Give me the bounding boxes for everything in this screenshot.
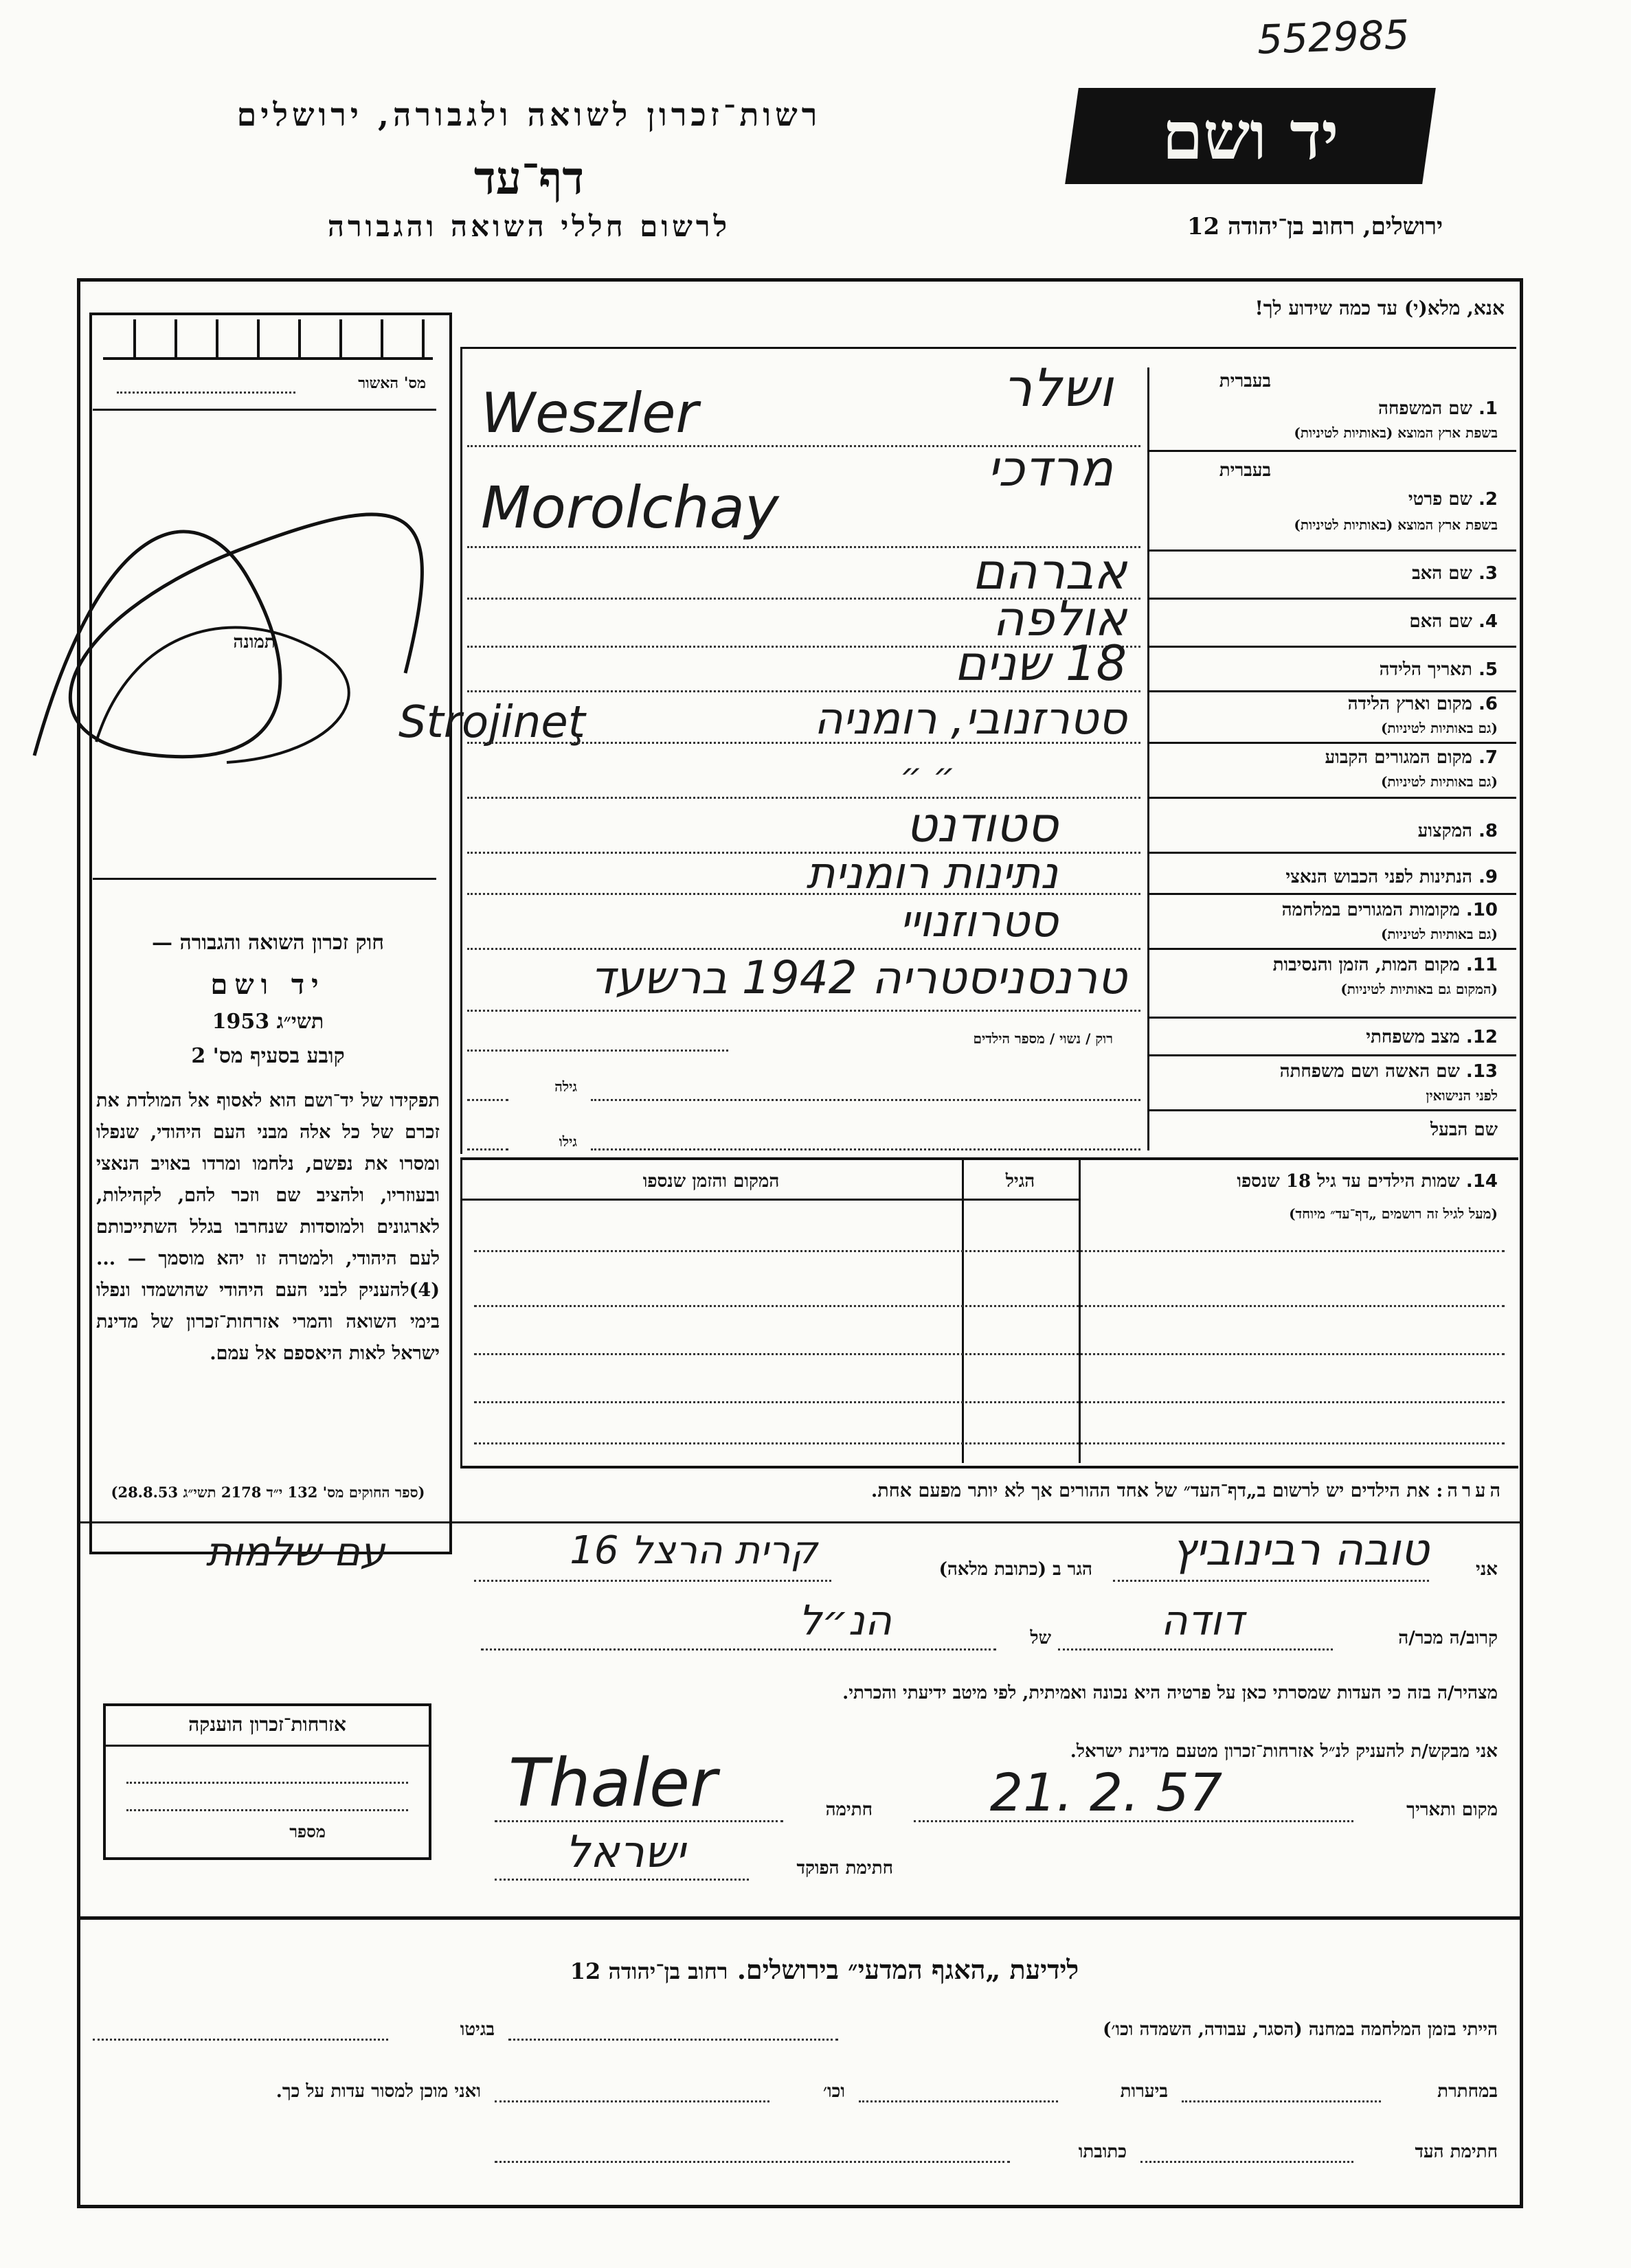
- field-6-divider: [1147, 742, 1516, 744]
- field-1-hebrew-tag: בעברית: [1219, 371, 1271, 392]
- field-7-label: 7. מקום המגורים הקבוע: [1325, 747, 1498, 768]
- footer-divider: [77, 1916, 1520, 1920]
- margin-handwritten-note: עם שלמות: [205, 1528, 385, 1575]
- field-9-divider: [1147, 893, 1516, 895]
- field-7-note: (גם באותיות לטיניות): [1380, 773, 1498, 790]
- footer-line-1-blank: [508, 2039, 838, 2041]
- children-col-divider-2: [962, 1157, 964, 1463]
- law-reference: (ספר החוקים מס' 132 י״ד 2178 תשי״ג 28.8.53): [111, 1484, 425, 1501]
- husband-line: [591, 1148, 1140, 1150]
- field-13-age-line: [467, 1099, 508, 1101]
- children-row-2: [474, 1305, 1505, 1307]
- field-2-latin-value[interactable]: Morolchay: [481, 474, 779, 541]
- children-col-age: הגיל: [1005, 1171, 1035, 1192]
- footer-line-2-end: ואני מוכן למסור עדות על כך.: [275, 2081, 481, 2102]
- officer-signature-line: [495, 1879, 749, 1881]
- children-row-4: [474, 1401, 1505, 1403]
- law-clause: קובע בסעיף מס' 2: [191, 1044, 345, 1068]
- field-13-age-label: גילה: [554, 1078, 577, 1095]
- intro-text: אנא, מלא(י) עד כמה שידוע לך!: [1255, 297, 1505, 319]
- husband-age-line: [467, 1148, 508, 1150]
- citizenship-line-2: [126, 1809, 408, 1811]
- of-label: של: [1030, 1628, 1051, 1648]
- children-age-header-line: [962, 1199, 1079, 1201]
- field-6-label: 6. מקום וארץ הלידה: [1347, 694, 1498, 714]
- field-2-hebrew-tag: בעברית: [1219, 460, 1271, 481]
- field-8-value[interactable]: סטודנט: [906, 797, 1058, 853]
- declarant-name[interactable]: טובה רבינוביץ: [1171, 1525, 1429, 1576]
- declaration-text: מצהיר/ה בזה כי העדות שמסרתי כאן על פרטיה היא נכונה ואמיתית, לפי מיטב ידיעתי והכרתי.: [842, 1683, 1498, 1703]
- field-6-note: (גם באותיות לטיניות): [1380, 720, 1498, 736]
- footer-witness-signature-blank: [1140, 2161, 1353, 2163]
- field-7-value[interactable]: ״ ״: [899, 756, 956, 795]
- footer-etc-blank: [495, 2100, 769, 2102]
- children-row-5: [474, 1442, 1505, 1444]
- request-text: אני מבקש/ת להעניק לנ״ל אזרחות־זכרון מטעם מדינת ישראל.: [1070, 1741, 1498, 1762]
- children-row-3: [474, 1353, 1505, 1355]
- yad-vashem-logo: [1065, 88, 1436, 184]
- field-12-line: [467, 1050, 728, 1052]
- field-11-divider: [1147, 1017, 1516, 1019]
- field-10-label: 10. מקומות המגורים במלחמה: [1281, 900, 1498, 920]
- officer-signature[interactable]: ישראל: [565, 1827, 686, 1878]
- field-6-latin-value[interactable]: Strojineţ: [398, 697, 585, 748]
- declarant-name-line: [1113, 1580, 1429, 1582]
- field-2-label: 2. שם פרטי: [1408, 489, 1498, 510]
- children-table: [460, 1157, 1518, 1468]
- field-10-value[interactable]: סטרוזנויי: [899, 896, 1058, 947]
- remark-text: את הילדים יש לרשום ב„דף־העד״ של אחד ההורים אך לא יותר מפעם אחת.: [870, 1480, 1430, 1501]
- law-title: חוק זכרון השואה והגבורה —: [152, 931, 384, 955]
- reference-number: 552985: [1256, 11, 1410, 63]
- children-col-divider-1: [1079, 1157, 1081, 1463]
- footer-etc: וכו׳: [822, 2081, 845, 2102]
- confirm-no-label: מס' האשור: [358, 374, 426, 392]
- institution-address: ירושלים, רחוב בן־יהודה 12: [1186, 213, 1443, 240]
- memorial-citizenship-box: [103, 1703, 431, 1860]
- field-13-line: [591, 1099, 1140, 1101]
- field-5-line: [467, 690, 1140, 692]
- field-5-divider: [1147, 690, 1516, 692]
- field-12-divider: [1147, 1054, 1516, 1056]
- field-13-label: 13. שם האשה ושם משפחתה: [1279, 1061, 1498, 1082]
- field-5-label: 5. תאריך הלידה: [1379, 659, 1498, 680]
- photo-label: תמונה: [233, 632, 275, 653]
- field-9-label: 9. הנתינות לפני הכבוש הנאצי: [1285, 867, 1498, 887]
- law-text: תפקידו של יד־ושם הוא לאסוף אל המולדת את זכרם של כל אלה מבני העם היהודי, שנפלו ומסרו את נפשם, נלחמו ומרדו באויב הנאצי ובעוזריו, ולהציב שם וזכר להם, לקהילות, לארגונים ולמוסדות שנחרבו בגלל השתייכותם לעם היהודי, ולמטרה זו יהא מוסמך — ...(4)להעניק לבני העם היהודי שהושמדו ונפלו בימי השואה והמרי אזרחות־זכרון של מדינת ישראל לאות היאספם אל עמם.: [96, 1090, 440, 1364]
- field-5-value[interactable]: 18 שנים: [954, 635, 1127, 692]
- field-1-label: 1. שם המשפחה: [1378, 398, 1498, 419]
- date-line: [914, 1820, 1353, 1822]
- value-column-left-border: [460, 347, 462, 1154]
- field-11-value[interactable]: טרנסניסטריה 1942 ברשעד: [590, 951, 1127, 1004]
- footer-title-row: [412, 1954, 1237, 1986]
- confirm-no-line: [117, 392, 295, 394]
- field-10-divider: [1147, 948, 1516, 950]
- field-6-value[interactable]: סטרזנובי, רומניה: [813, 694, 1127, 745]
- footer-forests-blank: [859, 2100, 1058, 2102]
- label-column-border: [1147, 367, 1149, 1150]
- remark-bottom-line: [77, 1521, 1520, 1523]
- field-1-latin-value[interactable]: Weszler: [481, 381, 699, 445]
- declarant-address-label: הגר ב (כתובת מלאה): [938, 1559, 1092, 1580]
- field-13-divider: [1147, 1109, 1516, 1111]
- field-4-divider: [1147, 646, 1516, 648]
- footer-address: רחוב בן־יהודה 12: [570, 1958, 728, 1984]
- children-col-place: המקום והזמן שנספו: [642, 1171, 780, 1192]
- field-12-label: 12. מצב משפחתי: [1366, 1027, 1498, 1047]
- authority-line: רשות־זכרון לשואה ולגבורה, ירושלים: [236, 96, 822, 133]
- field-1-hebrew-value[interactable]: ושלר: [1002, 357, 1113, 418]
- form-title: דף־עד: [473, 151, 585, 205]
- relative-label: קרוב/ה מכר/ה: [1398, 1628, 1498, 1648]
- law-name: יד ושם: [210, 968, 326, 1001]
- logo-text: יד ושם: [1162, 97, 1339, 174]
- field-1-note: בשפת ארץ המוצא (באותיות לטיניות): [1294, 424, 1498, 441]
- field-6-line: [467, 742, 1140, 744]
- husband-name-label: שם הבעל: [1430, 1120, 1498, 1140]
- field-9-line: [467, 893, 1140, 895]
- citizenship-number-label: מספר: [289, 1822, 326, 1841]
- footer-line-1-end-blank: [93, 2039, 388, 2041]
- field-13-note: לפני הנישואין: [1426, 1087, 1498, 1104]
- field-1-divider: [1147, 450, 1516, 452]
- children-label: 14. שמות הילדים עד גיל 18 שנספו: [1237, 1171, 1498, 1192]
- footer-line-1-text: הייתי בזמן המלחמה במחנה (הסגר, עבודה, השמדה וכו׳): [1103, 2019, 1498, 2040]
- field-4-value[interactable]: אולפה: [992, 591, 1127, 647]
- field-4-label: 4. שם האם: [1409, 611, 1498, 632]
- officer-signature-label: חתימת הפוקד: [796, 1858, 893, 1879]
- relative-value[interactable]: דודה: [1160, 1597, 1244, 1645]
- footer-line-1-end: בגיטו: [460, 2019, 495, 2040]
- field-2-hebrew-value[interactable]: מרדכי: [987, 440, 1113, 497]
- husband-age-label: גילו: [559, 1133, 577, 1150]
- place-date-label: מקום ותאריך: [1406, 1800, 1498, 1820]
- field-11-line: [467, 1010, 1140, 1012]
- children-row-1: [474, 1250, 1505, 1252]
- footer-witness-signature-label: חתימת העד: [1415, 2142, 1498, 2162]
- remark-row: [467, 1480, 1505, 1501]
- field-3-label: 3. שם האב: [1412, 563, 1498, 584]
- footer-underground-blank: [1182, 2100, 1381, 2102]
- field-2-divider: [1147, 549, 1516, 552]
- signature-label: חתימה: [825, 1800, 873, 1820]
- remark-label: הערה:: [1436, 1480, 1505, 1501]
- field-8-divider: [1147, 852, 1516, 854]
- form-subtitle: לרשום חללי השואה והגבורה: [327, 209, 731, 243]
- signature[interactable]: Thaler: [508, 1745, 717, 1822]
- field-10-note: (גם באותיות לטיניות): [1380, 926, 1498, 942]
- field-8-label: 8. המקצוע: [1417, 821, 1498, 841]
- footer-underground: במחתרת: [1437, 2081, 1498, 2102]
- signature-line: [495, 1820, 783, 1822]
- of-line: [481, 1648, 996, 1651]
- photo-scribble: [21, 467, 460, 797]
- law-year: תשי״ג 1953: [212, 1010, 324, 1034]
- children-place-header-line: [460, 1199, 962, 1201]
- field-12-options: רוק / נשוי / מספר הילדים: [973, 1030, 1113, 1047]
- date-value[interactable]: 21. 2. 57: [989, 1762, 1223, 1823]
- children-note: (מעל לגיל זה רושמים „דף־עד״ מיוחד): [1289, 1205, 1498, 1222]
- field-3-divider: [1147, 598, 1516, 600]
- footer-witness-address-label: כתובתו: [1078, 2142, 1127, 2162]
- stub-tick-strip: [103, 319, 433, 360]
- field-11-note: (המקום גם באותיות לטיניות): [1340, 981, 1498, 997]
- declarant-address-line: [474, 1580, 831, 1582]
- field-2-note: בשפת ארץ המוצא (באותיות לטיניות): [1294, 517, 1498, 533]
- field-11-label: 11. מקום המות, הזמן והנסיבות: [1272, 955, 1498, 975]
- footer-title: לידיעת „האגף המדעי״ בירושלים.: [736, 1954, 1079, 1985]
- footer-forests: ביערות: [1120, 2081, 1168, 2102]
- of-value[interactable]: הנ״ל: [798, 1597, 892, 1645]
- field-9-value[interactable]: נתינות רומנית: [806, 848, 1058, 899]
- declarant-i-label: אני: [1476, 1559, 1498, 1580]
- footer-witness-address-blank: [495, 2161, 1010, 2163]
- field-10-line: [467, 948, 1140, 950]
- declarant-address[interactable]: קרית הרצל 16: [570, 1528, 818, 1573]
- field-7-divider: [1147, 797, 1516, 799]
- field-3-value[interactable]: אברהם: [971, 543, 1127, 600]
- relative-line: [1058, 1648, 1333, 1651]
- citizenship-line: [126, 1782, 408, 1784]
- table-top-line: [460, 347, 1516, 349]
- citizenship-title: אזרחות־זכרון הוענקה: [106, 1706, 429, 1747]
